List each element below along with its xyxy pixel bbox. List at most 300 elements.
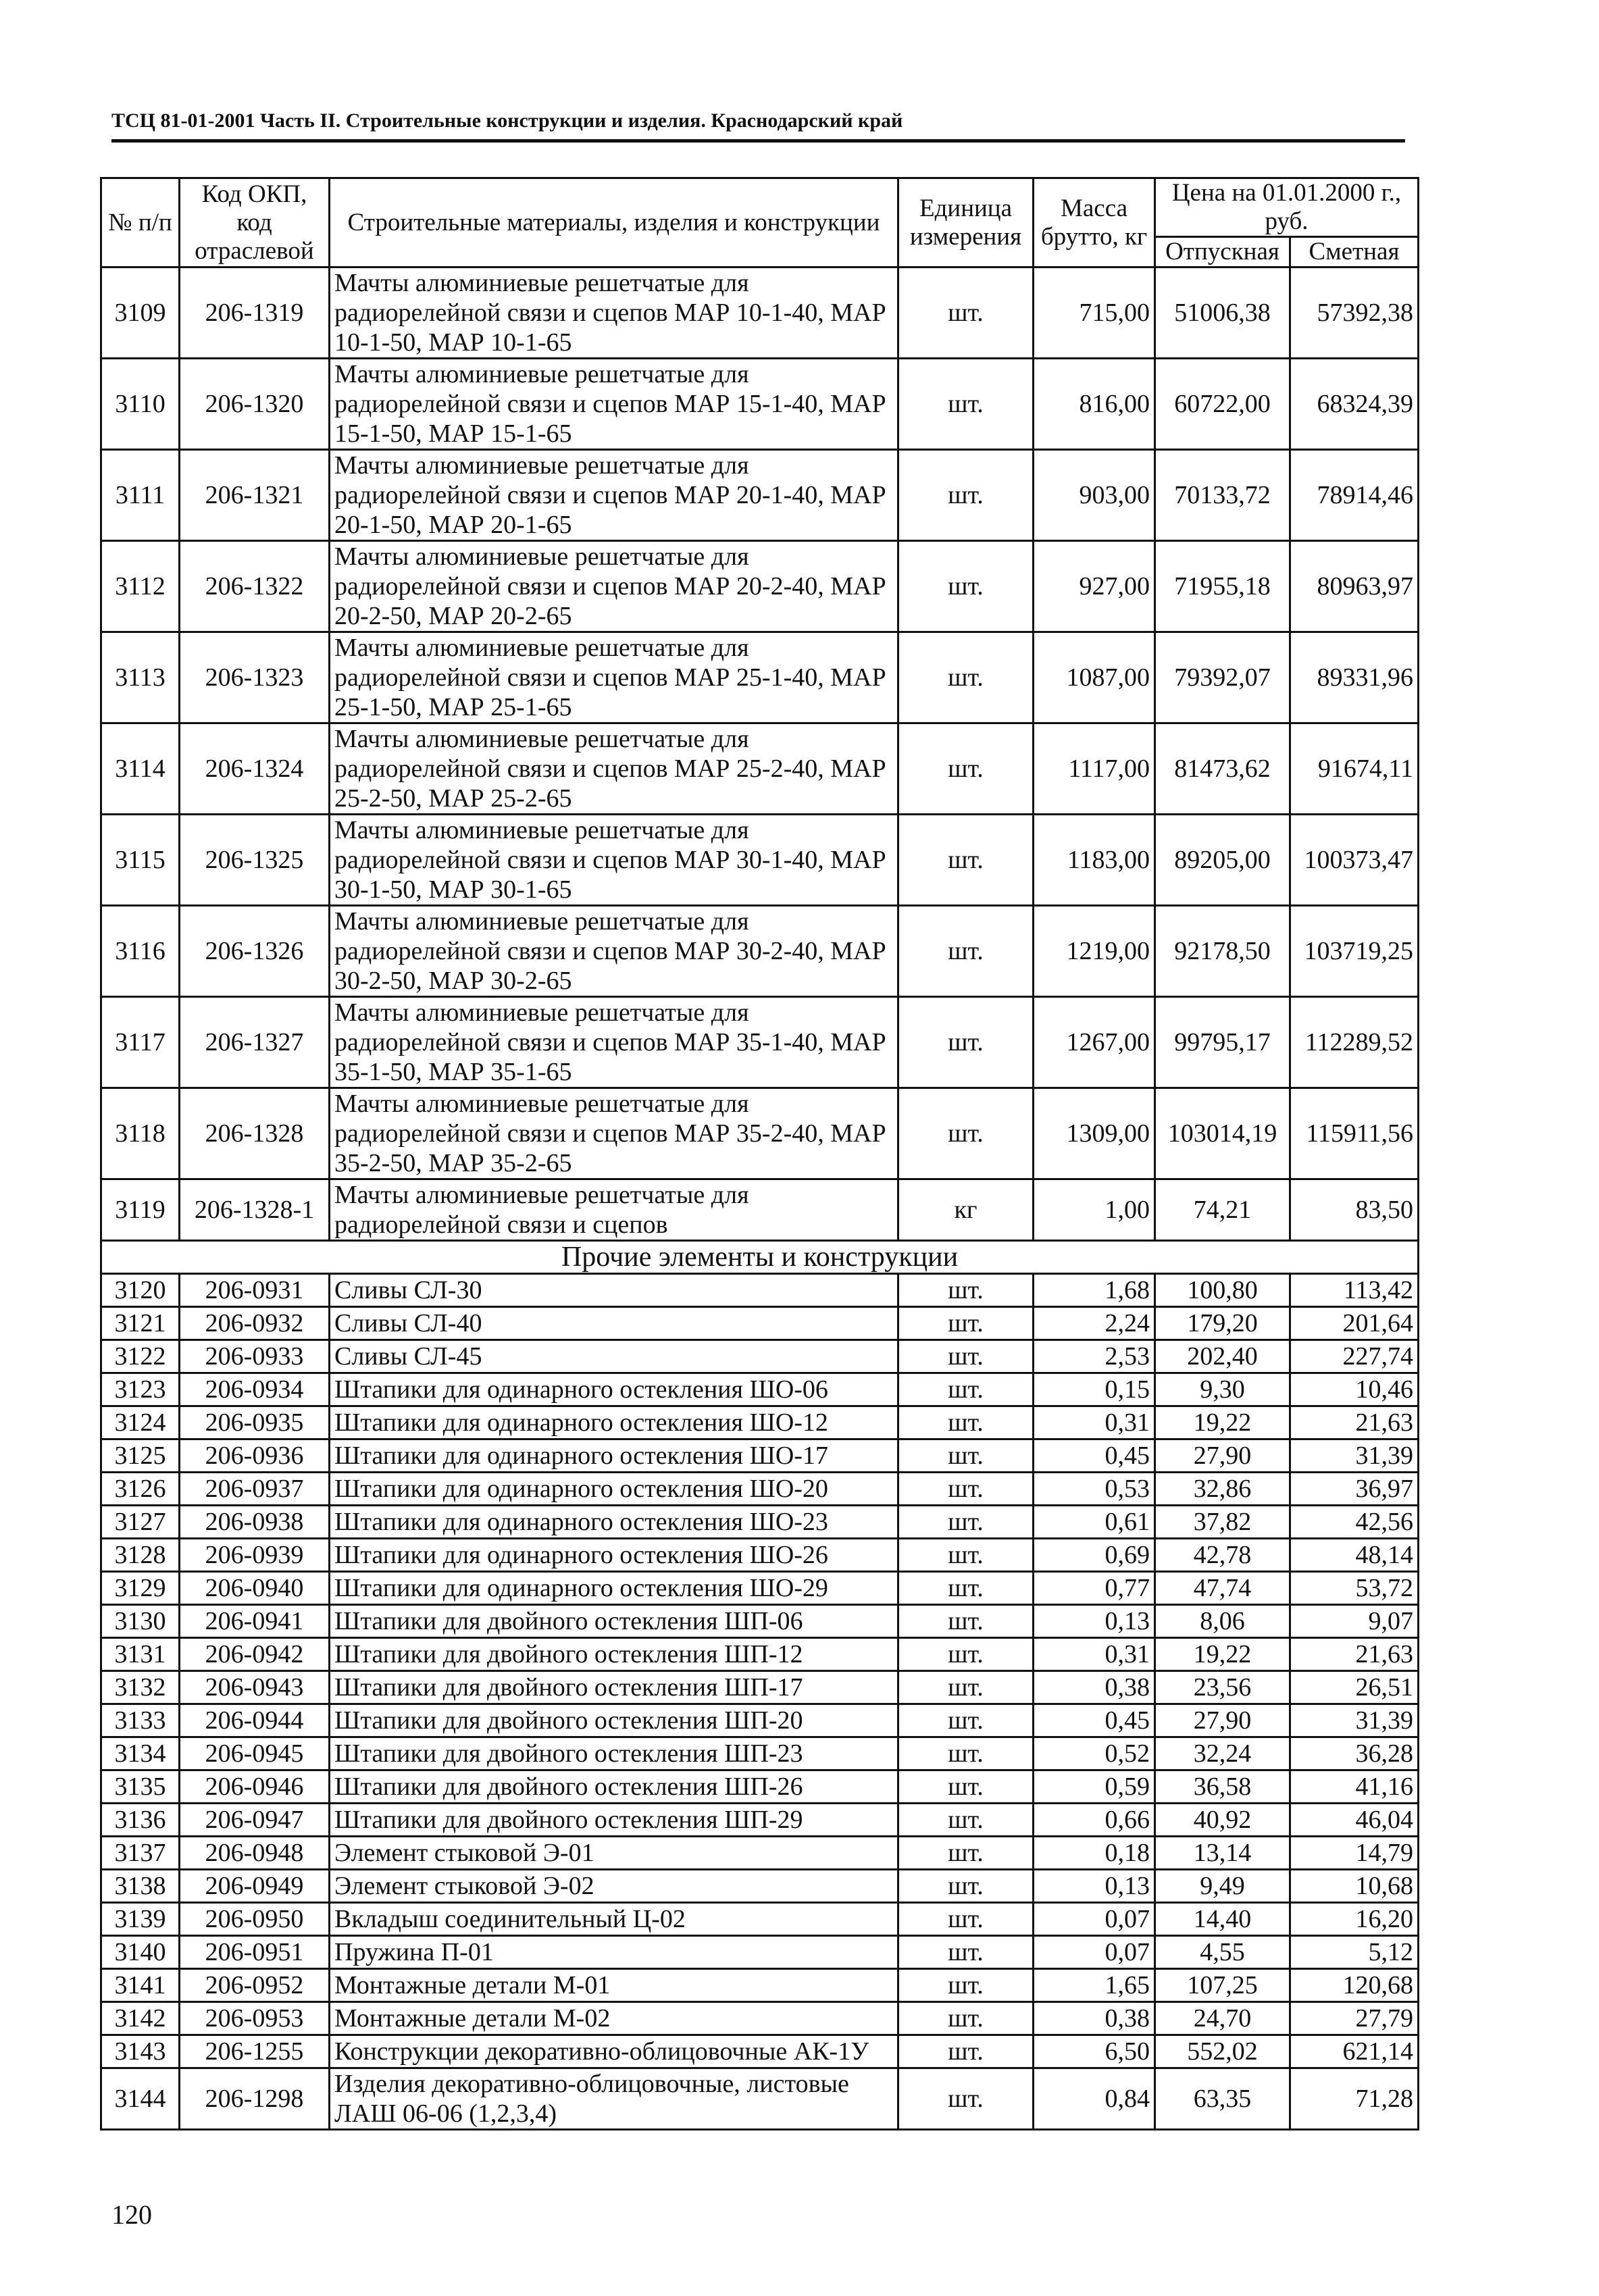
row-num: 3139 bbox=[101, 1903, 180, 1936]
row-price-release: 89205,00 bbox=[1155, 815, 1290, 906]
row-unit: шт. bbox=[898, 1373, 1034, 1406]
row-price-release: 8,06 bbox=[1155, 1605, 1290, 1638]
row-price-release: 9,30 bbox=[1155, 1373, 1290, 1406]
row-price-estimate: 115911,56 bbox=[1290, 1088, 1419, 1179]
table-row bbox=[101, 1804, 1419, 1837]
row-name: Штапики для одинарного остекления ШО-06 bbox=[330, 1373, 898, 1406]
price-table bbox=[100, 177, 1419, 2131]
row-mass: 1,00 bbox=[1034, 1179, 1155, 1241]
table-row bbox=[101, 1307, 1419, 1340]
row-price-release: 32,86 bbox=[1155, 1473, 1290, 1506]
row-name: Мачты алюминиевые решетчатые для радиорелейной связи и сцепов bbox=[330, 1179, 898, 1241]
row-name: Мачты алюминиевые решетчатые для радиорелейной связи и сцепов МАР 30-1-40, МАР 30-1-50, МАР 30-1-65 bbox=[330, 815, 898, 906]
table-body-other bbox=[101, 1274, 1419, 2130]
table-row bbox=[101, 1340, 1419, 1373]
row-name: Сливы СЛ-40 bbox=[330, 1307, 898, 1340]
row-unit: шт. bbox=[898, 1837, 1034, 1870]
row-price-release: 100,80 bbox=[1155, 1274, 1290, 1307]
row-name: Конструкции декоративно-облицовочные АК-1У bbox=[330, 2035, 898, 2068]
row-name: Штапики для двойного остекления ШП-26 bbox=[330, 1770, 898, 1804]
row-unit: шт. bbox=[898, 723, 1034, 815]
row-mass: 2,24 bbox=[1034, 1307, 1155, 1340]
table-row bbox=[101, 1638, 1419, 1671]
row-num: 3138 bbox=[101, 1870, 180, 1903]
row-code: 206-1328 bbox=[180, 1088, 330, 1179]
row-price-release: 81473,62 bbox=[1155, 723, 1290, 815]
row-name: Штапики для двойного остекления ШП-06 bbox=[330, 1605, 898, 1638]
row-unit: шт. bbox=[898, 1340, 1034, 1373]
table-header bbox=[101, 178, 1419, 267]
row-price-estimate: 46,04 bbox=[1290, 1804, 1419, 1837]
row-name: Мачты алюминиевые решетчатые для радиорелейной связи и сцепов МАР 35-1-40, МАР 35-1-50, МАР 35-1-65 bbox=[330, 997, 898, 1088]
row-mass: 1309,00 bbox=[1034, 1088, 1155, 1179]
row-name: Мачты алюминиевые решетчатые для радиорелейной связи и сцепов МАР 35-2-40, МАР 35-2-50, МАР 35-2-65 bbox=[330, 1088, 898, 1179]
table-row bbox=[101, 1837, 1419, 1870]
row-price-release: 36,58 bbox=[1155, 1770, 1290, 1804]
row-num: 3137 bbox=[101, 1837, 180, 1870]
row-mass: 0,66 bbox=[1034, 1804, 1155, 1837]
row-price-release: 202,40 bbox=[1155, 1340, 1290, 1373]
row-price-estimate: 9,07 bbox=[1290, 1605, 1419, 1638]
row-code: 206-0943 bbox=[180, 1671, 330, 1704]
table-row bbox=[101, 2035, 1419, 2068]
row-price-release: 63,35 bbox=[1155, 2068, 1290, 2130]
row-unit: шт. bbox=[898, 450, 1034, 541]
row-code: 206-0944 bbox=[180, 1704, 330, 1737]
page-number: 120 bbox=[111, 2199, 152, 2230]
row-code: 206-1327 bbox=[180, 997, 330, 1088]
row-num: 3109 bbox=[101, 267, 180, 359]
table-row bbox=[101, 450, 1419, 541]
row-price-estimate: 68324,39 bbox=[1290, 359, 1419, 450]
row-price-release: 37,82 bbox=[1155, 1506, 1290, 1539]
row-mass: 0,69 bbox=[1034, 1539, 1155, 1572]
row-unit: шт. bbox=[898, 1737, 1034, 1770]
table-row bbox=[101, 1373, 1419, 1406]
row-unit: шт. bbox=[898, 1638, 1034, 1671]
table-row bbox=[101, 2068, 1419, 2130]
row-mass: 0,38 bbox=[1034, 2002, 1155, 2035]
row-unit: шт. bbox=[898, 267, 1034, 359]
row-mass: 715,00 bbox=[1034, 267, 1155, 359]
table-row bbox=[101, 1506, 1419, 1539]
row-num: 3111 bbox=[101, 450, 180, 541]
row-price-release: 19,22 bbox=[1155, 1406, 1290, 1439]
table-row bbox=[101, 632, 1419, 723]
row-num: 3131 bbox=[101, 1638, 180, 1671]
row-unit: шт. bbox=[898, 997, 1034, 1088]
row-unit: шт. bbox=[898, 2002, 1034, 2035]
row-num: 3118 bbox=[101, 1088, 180, 1179]
row-num: 3125 bbox=[101, 1439, 180, 1473]
row-num: 3127 bbox=[101, 1506, 180, 1539]
row-unit: шт. bbox=[898, 1969, 1034, 2002]
row-num: 3121 bbox=[101, 1307, 180, 1340]
row-unit: шт. bbox=[898, 1473, 1034, 1506]
row-price-estimate: 103719,25 bbox=[1290, 906, 1419, 997]
table-row bbox=[101, 1179, 1419, 1241]
row-price-estimate: 91674,11 bbox=[1290, 723, 1419, 815]
row-unit: шт. bbox=[898, 1770, 1034, 1804]
row-price-release: 32,24 bbox=[1155, 1737, 1290, 1770]
row-mass: 2,53 bbox=[1034, 1340, 1155, 1373]
row-unit: шт. bbox=[898, 1274, 1034, 1307]
row-mass: 0,07 bbox=[1034, 1903, 1155, 1936]
table-row bbox=[101, 815, 1419, 906]
row-price-release: 79392,07 bbox=[1155, 632, 1290, 723]
row-num: 3119 bbox=[101, 1179, 180, 1241]
table-body-masts bbox=[101, 267, 1419, 1241]
header-code: Код ОКП, код отраслевой bbox=[180, 178, 330, 267]
row-code: 206-1326 bbox=[180, 906, 330, 997]
row-num: 3133 bbox=[101, 1704, 180, 1737]
header-price-release: Отпускная bbox=[1155, 237, 1290, 267]
row-name: Мачты алюминиевые решетчатые для радиорелейной связи и сцепов МАР 15-1-40, МАР 15-1-50, МАР 15-1-65 bbox=[330, 359, 898, 450]
table-row bbox=[101, 267, 1419, 359]
row-unit: шт. bbox=[898, 1572, 1034, 1605]
row-price-estimate: 53,72 bbox=[1290, 1572, 1419, 1605]
row-code: 206-0947 bbox=[180, 1804, 330, 1837]
row-price-release: 92178,50 bbox=[1155, 906, 1290, 997]
row-mass: 0,07 bbox=[1034, 1936, 1155, 1969]
row-mass: 0,15 bbox=[1034, 1373, 1155, 1406]
row-price-estimate: 41,16 bbox=[1290, 1770, 1419, 1804]
row-code: 206-0932 bbox=[180, 1307, 330, 1340]
row-unit: шт. bbox=[898, 2035, 1034, 2068]
row-code: 206-0949 bbox=[180, 1870, 330, 1903]
table-row bbox=[101, 906, 1419, 997]
row-name: Штапики для двойного остекления ШП-12 bbox=[330, 1638, 898, 1671]
row-price-estimate: 112289,52 bbox=[1290, 997, 1419, 1088]
header-unit: Единица измерения bbox=[898, 178, 1034, 267]
row-price-estimate: 78914,46 bbox=[1290, 450, 1419, 541]
row-price-estimate: 31,39 bbox=[1290, 1439, 1419, 1473]
row-price-release: 47,74 bbox=[1155, 1572, 1290, 1605]
row-num: 3134 bbox=[101, 1737, 180, 1770]
row-mass: 0,59 bbox=[1034, 1770, 1155, 1804]
row-price-estimate: 80963,97 bbox=[1290, 541, 1419, 632]
page-header: ТСЦ 81-01-2001 Часть II. Строительные конструкции и изделия. Краснодарский край bbox=[111, 109, 903, 132]
row-name: Сливы СЛ-45 bbox=[330, 1340, 898, 1373]
table-row bbox=[101, 1671, 1419, 1704]
row-num: 3122 bbox=[101, 1340, 180, 1373]
row-unit: шт. bbox=[898, 1704, 1034, 1737]
row-mass: 0,13 bbox=[1034, 1870, 1155, 1903]
row-mass: 6,50 bbox=[1034, 2035, 1155, 2068]
row-mass: 0,53 bbox=[1034, 1473, 1155, 1506]
row-price-release: 23,56 bbox=[1155, 1671, 1290, 1704]
row-name: Штапики для двойного остекления ШП-29 bbox=[330, 1804, 898, 1837]
row-price-estimate: 57392,38 bbox=[1290, 267, 1419, 359]
row-name: Штапики для одинарного остекления ШО-12 bbox=[330, 1406, 898, 1439]
row-unit: шт. bbox=[898, 632, 1034, 723]
row-name: Штапики для одинарного остекления ШО-17 bbox=[330, 1439, 898, 1473]
row-code: 206-0934 bbox=[180, 1373, 330, 1406]
table-row bbox=[101, 723, 1419, 815]
row-code: 206-0935 bbox=[180, 1406, 330, 1439]
row-price-estimate: 227,74 bbox=[1290, 1340, 1419, 1373]
row-num: 3123 bbox=[101, 1373, 180, 1406]
row-price-estimate: 100373,47 bbox=[1290, 815, 1419, 906]
table-row bbox=[101, 1406, 1419, 1439]
table-row bbox=[101, 1903, 1419, 1936]
row-name: Монтажные детали М-01 bbox=[330, 1969, 898, 2002]
row-code: 206-0942 bbox=[180, 1638, 330, 1671]
row-price-estimate: 120,68 bbox=[1290, 1969, 1419, 2002]
row-mass: 0,31 bbox=[1034, 1406, 1155, 1439]
row-price-release: 4,55 bbox=[1155, 1936, 1290, 1969]
row-unit: кг bbox=[898, 1179, 1034, 1241]
row-price-release: 40,92 bbox=[1155, 1804, 1290, 1837]
row-price-release: 179,20 bbox=[1155, 1307, 1290, 1340]
row-code: 206-1298 bbox=[180, 2068, 330, 2130]
row-code: 206-0946 bbox=[180, 1770, 330, 1804]
row-unit: шт. bbox=[898, 815, 1034, 906]
table-row bbox=[101, 997, 1419, 1088]
row-unit: шт. bbox=[898, 1439, 1034, 1473]
row-code: 206-1328-1 bbox=[180, 1179, 330, 1241]
row-mass: 1117,00 bbox=[1034, 723, 1155, 815]
row-name: Штапики для одинарного остекления ШО-26 bbox=[330, 1539, 898, 1572]
row-mass: 0,77 bbox=[1034, 1572, 1155, 1605]
row-unit: шт. bbox=[898, 1903, 1034, 1936]
header-price-estimate: Сметная bbox=[1290, 237, 1419, 267]
table-row bbox=[101, 1870, 1419, 1903]
table-row bbox=[101, 1770, 1419, 1804]
row-price-estimate: 5,12 bbox=[1290, 1936, 1419, 1969]
row-code: 206-0950 bbox=[180, 1903, 330, 1936]
row-num: 3110 bbox=[101, 359, 180, 450]
row-code: 206-0952 bbox=[180, 1969, 330, 2002]
row-price-release: 99795,17 bbox=[1155, 997, 1290, 1088]
row-mass: 0,61 bbox=[1034, 1506, 1155, 1539]
row-mass: 0,45 bbox=[1034, 1439, 1155, 1473]
row-mass: 903,00 bbox=[1034, 450, 1155, 541]
row-name: Пружина П-01 bbox=[330, 1936, 898, 1969]
row-name: Мачты алюминиевые решетчатые для радиорелейной связи и сцепов МАР 10-1-40, МАР 10-1-50, МАР 10-1-65 bbox=[330, 267, 898, 359]
row-price-estimate: 621,14 bbox=[1290, 2035, 1419, 2068]
row-num: 3114 bbox=[101, 723, 180, 815]
row-code: 206-0931 bbox=[180, 1274, 330, 1307]
row-unit: шт. bbox=[898, 1870, 1034, 1903]
row-price-estimate: 71,28 bbox=[1290, 2068, 1419, 2130]
table-row bbox=[101, 1274, 1419, 1307]
row-unit: шт. bbox=[898, 1605, 1034, 1638]
row-price-release: 19,22 bbox=[1155, 1638, 1290, 1671]
row-price-estimate: 113,42 bbox=[1290, 1274, 1419, 1307]
row-code: 206-1324 bbox=[180, 723, 330, 815]
row-mass: 1219,00 bbox=[1034, 906, 1155, 997]
row-mass: 0,84 bbox=[1034, 2068, 1155, 2130]
row-price-release: 51006,38 bbox=[1155, 267, 1290, 359]
row-price-release: 74,21 bbox=[1155, 1179, 1290, 1241]
row-mass: 1,65 bbox=[1034, 1969, 1155, 2002]
row-code: 206-0945 bbox=[180, 1737, 330, 1770]
row-name: Монтажные детали М-02 bbox=[330, 2002, 898, 2035]
row-name: Элемент стыковой Э-01 bbox=[330, 1837, 898, 1870]
row-name: Штапики для одинарного остекления ШО-29 bbox=[330, 1572, 898, 1605]
row-code: 206-1319 bbox=[180, 267, 330, 359]
row-name: Мачты алюминиевые решетчатые для радиорелейной связи и сцепов МАР 20-1-40, МАР 20-1-50, МАР 20-1-65 bbox=[330, 450, 898, 541]
row-mass: 927,00 bbox=[1034, 541, 1155, 632]
row-price-release: 552,02 bbox=[1155, 2035, 1290, 2068]
row-code: 206-0951 bbox=[180, 1936, 330, 1969]
table-row bbox=[101, 359, 1419, 450]
row-name: Штапики для двойного остекления ШП-23 bbox=[330, 1737, 898, 1770]
row-price-estimate: 14,79 bbox=[1290, 1837, 1419, 1870]
table-row bbox=[101, 1737, 1419, 1770]
row-price-estimate: 16,20 bbox=[1290, 1903, 1419, 1936]
row-price-release: 27,90 bbox=[1155, 1704, 1290, 1737]
row-price-estimate: 48,14 bbox=[1290, 1539, 1419, 1572]
row-num: 3113 bbox=[101, 632, 180, 723]
row-name: Мачты алюминиевые решетчатые для радиорелейной связи и сцепов МАР 30-2-40, МАР 30-2-50, МАР 30-2-65 bbox=[330, 906, 898, 997]
row-unit: шт. bbox=[898, 1307, 1034, 1340]
header-price-group: Цена на 01.01.2000 г., руб. bbox=[1155, 178, 1419, 237]
row-price-release: 13,14 bbox=[1155, 1837, 1290, 1870]
row-name: Мачты алюминиевые решетчатые для радиорелейной связи и сцепов МАР 25-2-40, МАР 25-2-50, МАР 25-2-65 bbox=[330, 723, 898, 815]
row-name: Изделия декоративно-облицовочные, листовые ЛАШ 06-06 (1,2,3,4) bbox=[330, 2068, 898, 2130]
row-price-release: 70133,72 bbox=[1155, 450, 1290, 541]
header-mass: Масса брутто, кг bbox=[1034, 178, 1155, 267]
row-num: 3129 bbox=[101, 1572, 180, 1605]
row-price-estimate: 10,46 bbox=[1290, 1373, 1419, 1406]
header-name: Строительные материалы, изделия и конструкции bbox=[330, 178, 898, 267]
table-row bbox=[101, 1572, 1419, 1605]
row-code: 206-0933 bbox=[180, 1340, 330, 1373]
table-row bbox=[101, 1969, 1419, 2002]
row-code: 206-1255 bbox=[180, 2035, 330, 2068]
row-code: 206-0938 bbox=[180, 1506, 330, 1539]
row-price-estimate: 201,64 bbox=[1290, 1307, 1419, 1340]
table-section bbox=[101, 1241, 1419, 1274]
row-num: 3130 bbox=[101, 1605, 180, 1638]
row-unit: шт. bbox=[898, 1088, 1034, 1179]
row-num: 3124 bbox=[101, 1406, 180, 1439]
table-row bbox=[101, 1605, 1419, 1638]
row-unit: шт. bbox=[898, 541, 1034, 632]
row-name: Элемент стыковой Э-02 bbox=[330, 1870, 898, 1903]
row-name: Вкладыш соединительный Ц-02 bbox=[330, 1903, 898, 1936]
row-num: 3116 bbox=[101, 906, 180, 997]
row-mass: 1183,00 bbox=[1034, 815, 1155, 906]
row-price-release: 71955,18 bbox=[1155, 541, 1290, 632]
row-num: 3141 bbox=[101, 1969, 180, 2002]
row-price-release: 14,40 bbox=[1155, 1903, 1290, 1936]
row-num: 3143 bbox=[101, 2035, 180, 2068]
row-num: 3115 bbox=[101, 815, 180, 906]
row-price-estimate: 21,63 bbox=[1290, 1406, 1419, 1439]
row-mass: 1267,00 bbox=[1034, 997, 1155, 1088]
row-code: 206-1320 bbox=[180, 359, 330, 450]
row-price-release: 24,70 bbox=[1155, 2002, 1290, 2035]
row-price-release: 60722,00 bbox=[1155, 359, 1290, 450]
row-name: Штапики для одинарного остекления ШО-20 bbox=[330, 1473, 898, 1506]
row-num: 3117 bbox=[101, 997, 180, 1088]
row-unit: шт. bbox=[898, 1804, 1034, 1837]
row-unit: шт. bbox=[898, 1539, 1034, 1572]
row-code: 206-0936 bbox=[180, 1439, 330, 1473]
header-num: № п/п bbox=[101, 178, 180, 267]
header-rule bbox=[111, 139, 1405, 143]
row-mass: 0,31 bbox=[1034, 1638, 1155, 1671]
row-price-release: 103014,19 bbox=[1155, 1088, 1290, 1179]
row-name: Мачты алюминиевые решетчатые для радиорелейной связи и сцепов МАР 20-2-40, МАР 20-2-50, МАР 20-2-65 bbox=[330, 541, 898, 632]
row-code: 206-0953 bbox=[180, 2002, 330, 2035]
table-row bbox=[101, 1088, 1419, 1179]
row-mass: 0,45 bbox=[1034, 1704, 1155, 1737]
row-num: 3126 bbox=[101, 1473, 180, 1506]
row-mass: 1,68 bbox=[1034, 1274, 1155, 1307]
row-code: 206-0948 bbox=[180, 1837, 330, 1870]
row-name: Сливы СЛ-30 bbox=[330, 1274, 898, 1307]
row-price-release: 9,49 bbox=[1155, 1870, 1290, 1903]
table-row bbox=[101, 541, 1419, 632]
table-row bbox=[101, 2002, 1419, 2035]
row-price-estimate: 27,79 bbox=[1290, 2002, 1419, 2035]
row-price-release: 27,90 bbox=[1155, 1439, 1290, 1473]
row-price-estimate: 10,68 bbox=[1290, 1870, 1419, 1903]
table-row bbox=[101, 1439, 1419, 1473]
table-row bbox=[101, 1936, 1419, 1969]
row-code: 206-1321 bbox=[180, 450, 330, 541]
row-unit: шт. bbox=[898, 359, 1034, 450]
row-num: 3140 bbox=[101, 1936, 180, 1969]
row-num: 3136 bbox=[101, 1804, 180, 1837]
row-mass: 0,52 bbox=[1034, 1737, 1155, 1770]
row-num: 3128 bbox=[101, 1539, 180, 1572]
row-code: 206-1325 bbox=[180, 815, 330, 906]
row-unit: шт. bbox=[898, 1671, 1034, 1704]
table-row bbox=[101, 1539, 1419, 1572]
row-price-release: 107,25 bbox=[1155, 1969, 1290, 2002]
row-code: 206-1323 bbox=[180, 632, 330, 723]
row-unit: шт. bbox=[898, 2068, 1034, 2130]
row-price-estimate: 42,56 bbox=[1290, 1506, 1419, 1539]
row-name: Штапики для двойного остекления ШП-20 bbox=[330, 1704, 898, 1737]
row-code: 206-0939 bbox=[180, 1539, 330, 1572]
row-num: 3120 bbox=[101, 1274, 180, 1307]
row-num: 3132 bbox=[101, 1671, 180, 1704]
row-unit: шт. bbox=[898, 1406, 1034, 1439]
row-num: 3135 bbox=[101, 1770, 180, 1804]
row-mass: 0,13 bbox=[1034, 1605, 1155, 1638]
row-price-estimate: 26,51 bbox=[1290, 1671, 1419, 1704]
row-price-estimate: 36,97 bbox=[1290, 1473, 1419, 1506]
row-price-estimate: 31,39 bbox=[1290, 1704, 1419, 1737]
row-mass: 0,18 bbox=[1034, 1837, 1155, 1870]
row-code: 206-0937 bbox=[180, 1473, 330, 1506]
row-price-estimate: 36,28 bbox=[1290, 1737, 1419, 1770]
row-name: Штапики для двойного остекления ШП-17 bbox=[330, 1671, 898, 1704]
row-name: Штапики для одинарного остекления ШО-23 bbox=[330, 1506, 898, 1539]
row-mass: 816,00 bbox=[1034, 359, 1155, 450]
table-row bbox=[101, 1704, 1419, 1737]
row-num: 3144 bbox=[101, 2068, 180, 2130]
row-mass: 0,38 bbox=[1034, 1671, 1155, 1704]
row-unit: шт. bbox=[898, 1506, 1034, 1539]
row-num: 3112 bbox=[101, 541, 180, 632]
row-price-release: 42,78 bbox=[1155, 1539, 1290, 1572]
row-code: 206-1322 bbox=[180, 541, 330, 632]
row-price-estimate: 83,50 bbox=[1290, 1179, 1419, 1241]
table-row bbox=[101, 1473, 1419, 1506]
row-price-estimate: 89331,96 bbox=[1290, 632, 1419, 723]
row-price-estimate: 21,63 bbox=[1290, 1638, 1419, 1671]
section-title: Прочие элементы и конструкции bbox=[101, 1241, 1419, 1274]
row-num: 3142 bbox=[101, 2002, 180, 2035]
row-name: Мачты алюминиевые решетчатые для радиорелейной связи и сцепов МАР 25-1-40, МАР 25-1-50, МАР 25-1-65 bbox=[330, 632, 898, 723]
